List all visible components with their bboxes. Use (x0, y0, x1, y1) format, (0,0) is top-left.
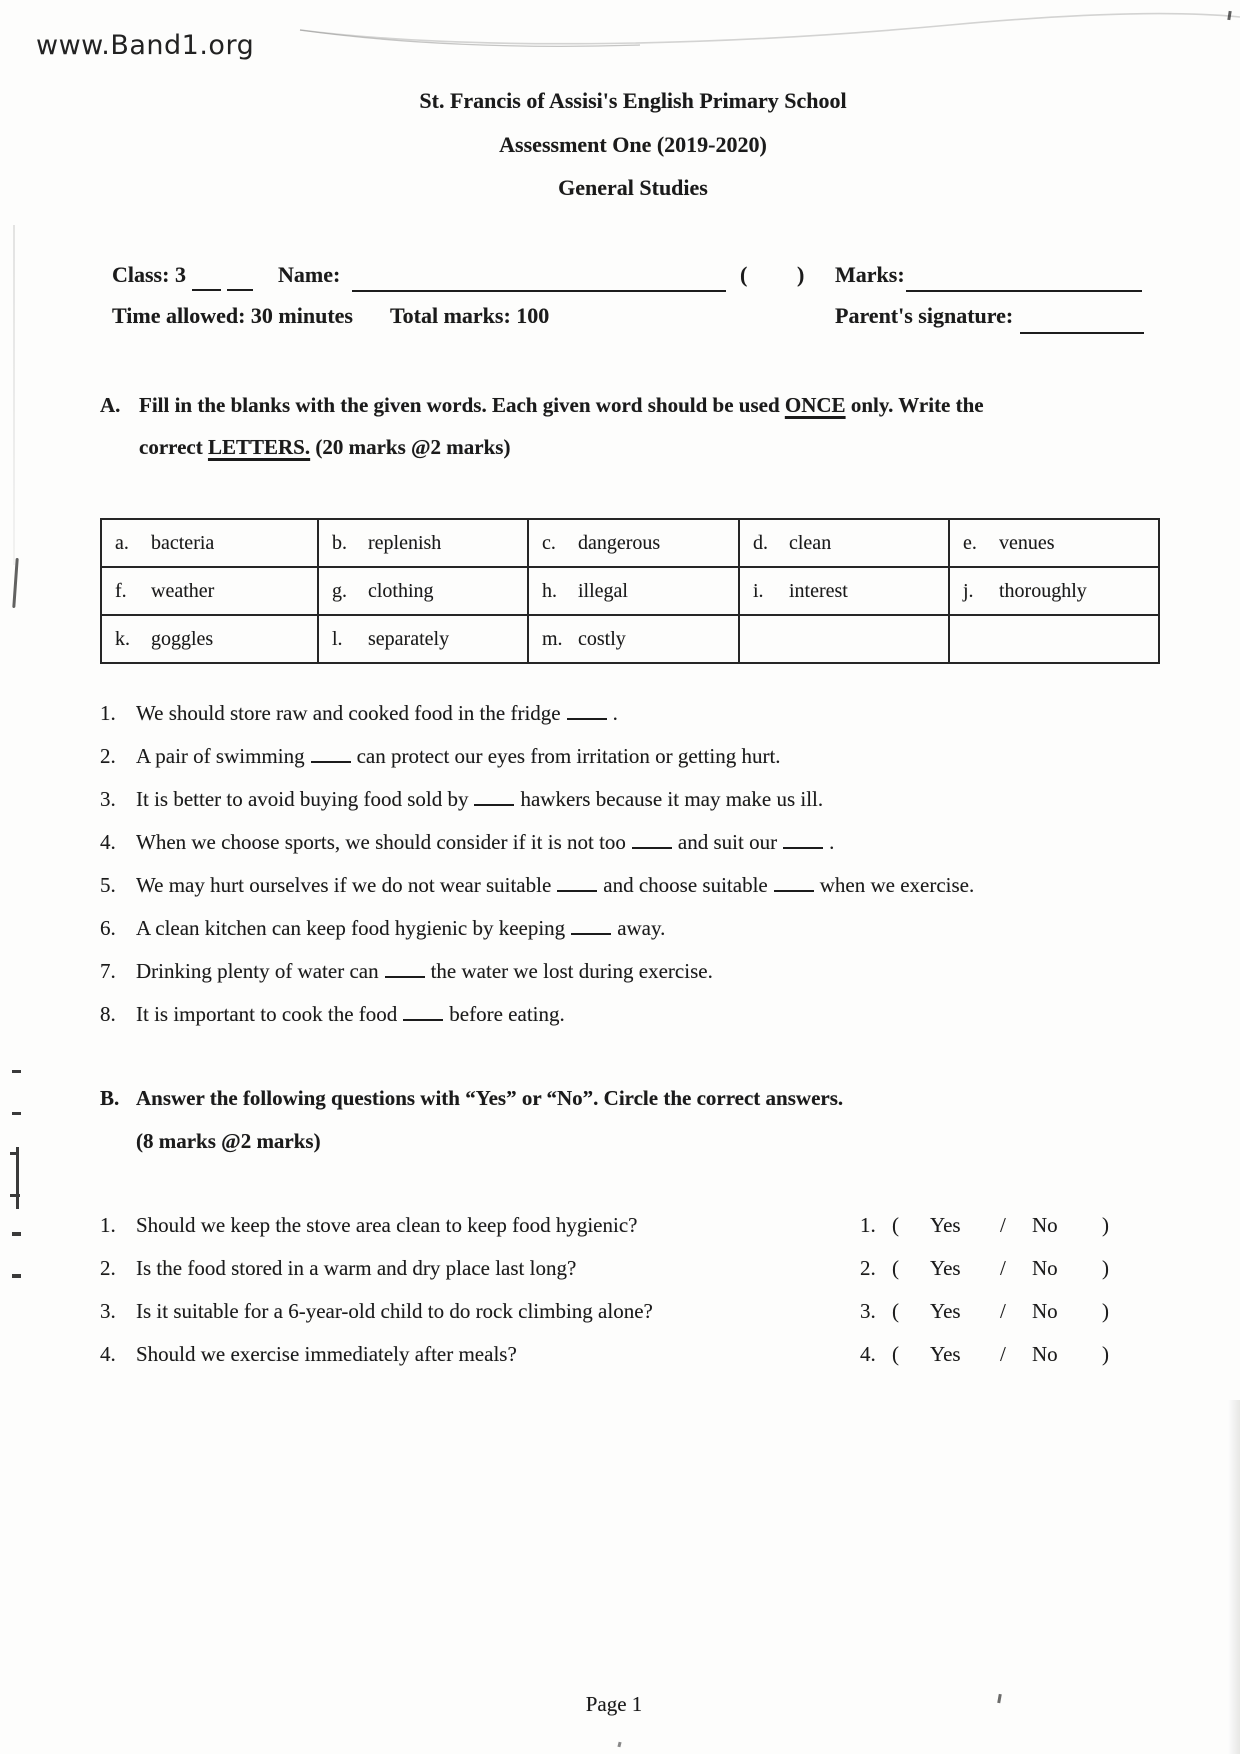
section-a-line1-pre: Fill in the blanks with the given words. Each given word should be used (139, 393, 785, 417)
answer-paren-open: ( (892, 1256, 899, 1280)
answer-blank[interactable] (571, 920, 611, 935)
option-word: thoroughly (999, 579, 1087, 602)
parent-signature-field-line[interactable] (1020, 332, 1144, 334)
answer-paren-close: ) (1102, 1299, 1109, 1323)
word-bank-cell-a (101, 519, 318, 567)
option-word: weather (151, 579, 215, 602)
question-number: 2. (100, 1256, 116, 1280)
word-bank-cell-empty-1 (739, 615, 949, 663)
section-a-line2-emphasis: LETTERS. (207, 435, 311, 459)
question-number: 1. (100, 1213, 116, 1237)
answer-blank[interactable] (385, 963, 425, 978)
item-number: 5. (100, 873, 116, 897)
scan-artifact-vline-tick-bottom (10, 1194, 20, 1197)
answer-blank[interactable] (783, 834, 823, 849)
section-b-instruction-line2: (8 marks @2 marks) (136, 1129, 321, 1153)
sentence-segment: It is better to avoid buying food sold by (136, 787, 469, 811)
section-b-label: B. (100, 1086, 120, 1110)
answer-number: 1. (860, 1213, 876, 1237)
answer-option-no[interactable]: No (1032, 1256, 1058, 1280)
answer-option-yes[interactable]: Yes (930, 1256, 961, 1280)
answer-slash: / (1000, 1342, 1006, 1366)
sentence-segment: A clean kitchen can keep food hygienic by keeping (136, 916, 566, 940)
section-a-instruction-line1 (139, 393, 984, 418)
word-bank-cell-i (739, 567, 949, 615)
question-text: Should we keep the stove area clean to keep food hygienic? (136, 1213, 638, 1237)
option-letter: j. (963, 579, 974, 602)
option-word: separately (368, 627, 450, 650)
answer-slash: / (1000, 1299, 1006, 1323)
option-letter: m. (542, 627, 563, 650)
option-letter: i. (753, 579, 764, 602)
scan-artifact-dash-3 (12, 1232, 21, 1236)
sentence-segment: We may hurt ourselves if we do not wear suitable (136, 873, 552, 897)
section-b-instruction-line1: Answer the following questions with “Yes” or “No”. Circle the correct answers. (136, 1086, 844, 1110)
marks-label: Marks: (835, 262, 905, 287)
section-a-line2-post: (20 marks @2 marks) (310, 435, 511, 459)
item-sentence (136, 873, 974, 898)
time-allowed-label: Time allowed: 30 minutes (112, 303, 353, 328)
option-word: interest (789, 579, 848, 602)
sentence-segment: can protect our eyes from irritation or getting hurt. (356, 744, 781, 768)
subject-title: General Studies (558, 175, 708, 200)
class-field-line-2[interactable] (227, 289, 253, 291)
option-letter: f. (115, 579, 127, 602)
section-a-line2-pre: correct (139, 435, 208, 459)
word-bank-cell-d (739, 519, 949, 567)
item-number: 1. (100, 701, 116, 725)
item-number: 8. (100, 1002, 116, 1026)
section-a-line1-emphasis: ONCE (784, 393, 846, 417)
sentence-segment: It is important to cook the food (136, 1002, 398, 1026)
total-marks-label: Total marks: 100 (390, 303, 550, 328)
word-bank-cell-c (528, 519, 739, 567)
sentence-segment: when we exercise. (819, 873, 975, 897)
word-bank-row (101, 567, 1159, 615)
option-letter: h. (542, 579, 557, 602)
answer-number: 4. (860, 1342, 876, 1366)
answer-blank[interactable] (632, 834, 672, 849)
option-letter: c. (542, 531, 556, 554)
answer-slash: / (1000, 1213, 1006, 1237)
option-letter: b. (332, 531, 347, 554)
class-label: Class: 3 (112, 262, 186, 287)
answer-paren-close: ) (1102, 1256, 1109, 1280)
sentence-segment: away. (617, 916, 666, 940)
answer-number: 3. (860, 1299, 876, 1323)
word-bank-cell-g (318, 567, 528, 615)
question-number: 4. (100, 1342, 116, 1366)
scan-artifact-vline (16, 1147, 19, 1209)
school-name: St. Francis of Assisi's English Primary School (419, 88, 847, 113)
name-field-line[interactable] (352, 290, 726, 292)
option-letter: g. (332, 579, 347, 602)
item-sentence (136, 701, 618, 726)
answer-paren-open: ( (892, 1213, 899, 1237)
sentence-segment: and choose suitable (603, 873, 768, 897)
option-word: venues (999, 531, 1055, 554)
item-sentence (136, 787, 823, 812)
answer-option-no[interactable]: No (1032, 1299, 1058, 1323)
word-bank-cell-h (528, 567, 739, 615)
word-bank-cell-b (318, 519, 528, 567)
answer-paren-open: ( (892, 1299, 899, 1323)
item-sentence (136, 830, 834, 855)
answer-blank[interactable] (567, 705, 607, 720)
option-word: bacteria (151, 531, 215, 554)
item-sentence (136, 744, 781, 769)
answer-option-yes[interactable]: Yes (930, 1342, 961, 1366)
class-number-paren-open: ( (740, 262, 748, 287)
option-word: dangerous (578, 531, 661, 554)
sentence-segment: When we choose sports, we should consider if it is not too (136, 830, 626, 854)
answer-option-yes[interactable]: Yes (930, 1213, 961, 1237)
answer-blank[interactable] (403, 1006, 443, 1021)
question-number: 3. (100, 1299, 116, 1323)
parent-signature-label: Parent's signature: (835, 303, 1014, 328)
scan-artifact-left-stroke (12, 558, 18, 608)
sentence-segment: We should store raw and cooked food in the fridge (136, 701, 561, 725)
answer-blank[interactable] (557, 877, 597, 892)
scan-artifact-left-scratch (13, 225, 15, 565)
word-bank-row (101, 615, 1159, 663)
option-word: goggles (151, 627, 214, 650)
page-number: Page 1 (585, 1692, 643, 1716)
sentence-segment: the water we lost during exercise. (430, 959, 713, 983)
item-number: 3. (100, 787, 116, 811)
watermark: www.Band1.org (36, 30, 255, 61)
item-sentence (136, 959, 713, 984)
option-word: replenish (368, 531, 442, 554)
sentence-segment: . (829, 830, 835, 854)
option-letter: a. (115, 531, 129, 554)
name-label: Name: (278, 262, 341, 287)
class-field-line[interactable] (192, 289, 221, 291)
word-bank-cell-m (528, 615, 739, 663)
answer-option-yes[interactable]: Yes (930, 1299, 961, 1323)
answer-paren-close: ) (1102, 1342, 1109, 1366)
option-word: illegal (578, 579, 628, 602)
answer-blank[interactable] (774, 877, 814, 892)
sentence-segment: Drinking plenty of water can (136, 959, 379, 983)
scan-artifact-vline-tick-top (10, 1152, 19, 1155)
scan-artifact-speck-bottom (617, 1742, 621, 1748)
option-letter: d. (753, 531, 768, 554)
item-sentence (136, 916, 665, 941)
word-bank-cell-e (949, 519, 1159, 567)
word-bank-cell-empty-2 (949, 615, 1159, 663)
scan-artifact-right-edge (1228, 1400, 1240, 1754)
word-bank-cell-k (101, 615, 318, 663)
option-letter: k. (115, 627, 130, 650)
item-sentence (136, 1002, 565, 1027)
scan-artifact-dash-4 (12, 1274, 21, 1278)
option-word: costly (578, 627, 626, 650)
assessment-title: Assessment One (2019-2020) (499, 132, 767, 157)
class-number-paren-close: ) (797, 262, 805, 287)
question-text: Is it suitable for a 6-year-old child to do rock climbing alone? (136, 1299, 653, 1323)
scan-artifact-dash-2 (12, 1112, 21, 1115)
answer-option-no[interactable]: No (1032, 1213, 1058, 1237)
item-number: 7. (100, 959, 116, 983)
sentence-segment: and suit our (677, 830, 778, 854)
sentence-segment: before eating. (449, 1002, 565, 1026)
sentence-segment: hawkers because it may make us ill. (520, 787, 824, 811)
section-a-line1-post: only. Write the (845, 393, 984, 417)
sentence-segment: A pair of swimming (136, 744, 305, 768)
section-a-label: A. (100, 393, 121, 417)
option-letter: l. (332, 627, 343, 650)
sentence-segment: . (612, 701, 618, 725)
option-letter: e. (963, 531, 977, 554)
marks-field-line[interactable] (906, 290, 1142, 292)
item-number: 4. (100, 830, 116, 854)
word-bank-row (101, 519, 1159, 567)
item-number: 2. (100, 744, 116, 768)
answer-blank[interactable] (311, 748, 351, 763)
section-a-instruction-line2 (139, 435, 510, 460)
word-bank-cell-f (101, 567, 318, 615)
word-bank-cell-j (949, 567, 1159, 615)
item-number: 6. (100, 916, 116, 940)
word-bank-cell-l (318, 615, 528, 663)
question-text: Should we exercise immediately after meals? (136, 1342, 517, 1366)
scan-artifact-dash-1 (12, 1070, 21, 1073)
question-text: Is the food stored in a warm and dry place last long? (136, 1256, 577, 1280)
option-word: clean (789, 531, 832, 554)
answer-blank[interactable] (474, 791, 514, 806)
answer-slash: / (1000, 1256, 1006, 1280)
answer-paren-open: ( (892, 1342, 899, 1366)
option-word: clothing (368, 579, 434, 602)
answer-number: 2. (860, 1256, 876, 1280)
word-bank-table (100, 518, 1160, 664)
answer-paren-close: ) (1102, 1213, 1109, 1237)
answer-option-no[interactable]: No (1032, 1342, 1058, 1366)
